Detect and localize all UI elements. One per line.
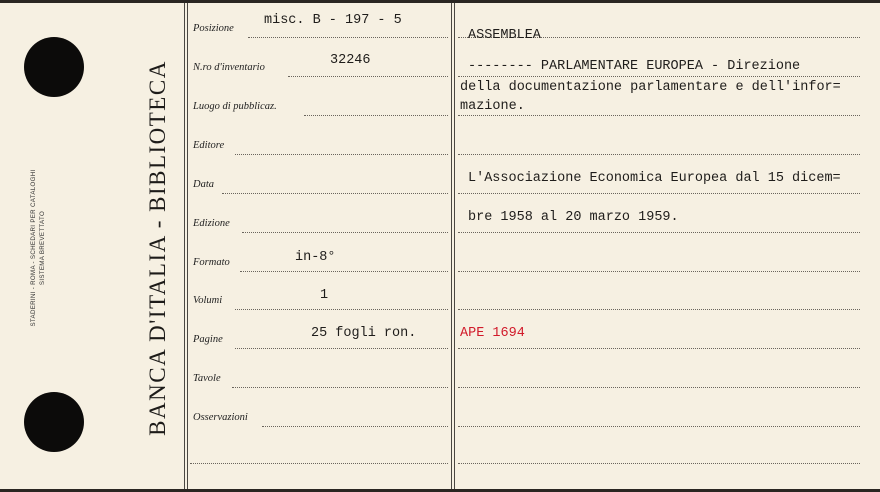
field-line: [240, 271, 448, 272]
field-line: [235, 309, 448, 310]
field-label: Posizione: [193, 23, 234, 34]
text-line: [458, 154, 860, 155]
field-label: Data: [193, 179, 214, 190]
text-line: [458, 309, 860, 310]
field-label: Editore: [193, 140, 225, 151]
field-label: Edizione: [193, 218, 230, 229]
field-line: [242, 232, 448, 233]
text-line: [458, 232, 860, 233]
vertical-rule: [451, 3, 452, 489]
field-line: [190, 463, 448, 464]
manufacturer-line: STADERINI - ROMA - SCHEDARI PER CATALOGHI: [30, 169, 37, 327]
text-line-associazione: L'Associazione Economica Europea dal 15 dicem=: [468, 171, 841, 186]
vertical-rule: [187, 3, 188, 489]
vertical-rule: [454, 3, 455, 489]
red-code-stamp: APE 1694: [460, 326, 525, 341]
vertical-rule: [184, 3, 185, 489]
field-label: Pagine: [193, 334, 223, 345]
field-line: [222, 193, 448, 194]
text-line: [458, 76, 860, 77]
text-line: [458, 387, 860, 388]
text-line: [458, 426, 860, 427]
punch-hole-bottom: [24, 392, 84, 452]
text-line-date-range: bre 1958 al 20 marzo 1959.: [468, 210, 679, 225]
punch-hole-top: [24, 37, 84, 97]
field-label: Osservazioni: [193, 412, 248, 423]
field-label: N.ro d'inventario: [193, 62, 265, 73]
text-line-parlamentare: -------- PARLAMENTARE EUROPEA - Direzione: [468, 59, 801, 74]
field-value-posizione: misc. B - 197 - 5: [264, 13, 402, 28]
field-line: [304, 115, 448, 116]
field-label: Volumi: [193, 295, 223, 306]
field-line: [262, 426, 448, 427]
text-line-informazione: mazione.: [460, 99, 525, 114]
manufacturer-line: SISTEMA BREVETTATO: [39, 210, 46, 286]
text-line: [458, 271, 860, 272]
text-line: [458, 115, 860, 116]
text-line: [458, 193, 860, 194]
bank-library-heading: BANCA D'ITALIA - BIBLIOTECA: [145, 60, 170, 436]
text-line-documentazione: della documentazione parlamentare e dell'infor=: [460, 80, 841, 95]
catalog-card: [0, 3, 880, 489]
field-value-volumi: 1: [320, 288, 329, 303]
field-value-pagine: 25 fogli ron.: [311, 326, 417, 341]
field-line: [232, 387, 448, 388]
manufacturer-imprint: [29, 133, 59, 363]
field-label: Tavole: [193, 373, 221, 384]
text-line: [458, 463, 860, 464]
field-value-formato: in-8°: [295, 250, 336, 265]
field-label: Luogo di pubblicaz.: [193, 101, 277, 112]
field-line: [235, 154, 448, 155]
text-line-assemblea: ASSEMBLEA: [468, 28, 541, 43]
field-line: [248, 37, 448, 38]
field-value-inventario: 32246: [330, 53, 371, 68]
text-line: [458, 348, 860, 349]
field-line: [288, 76, 448, 77]
field-line: [235, 348, 448, 349]
field-label: Formato: [193, 257, 230, 268]
